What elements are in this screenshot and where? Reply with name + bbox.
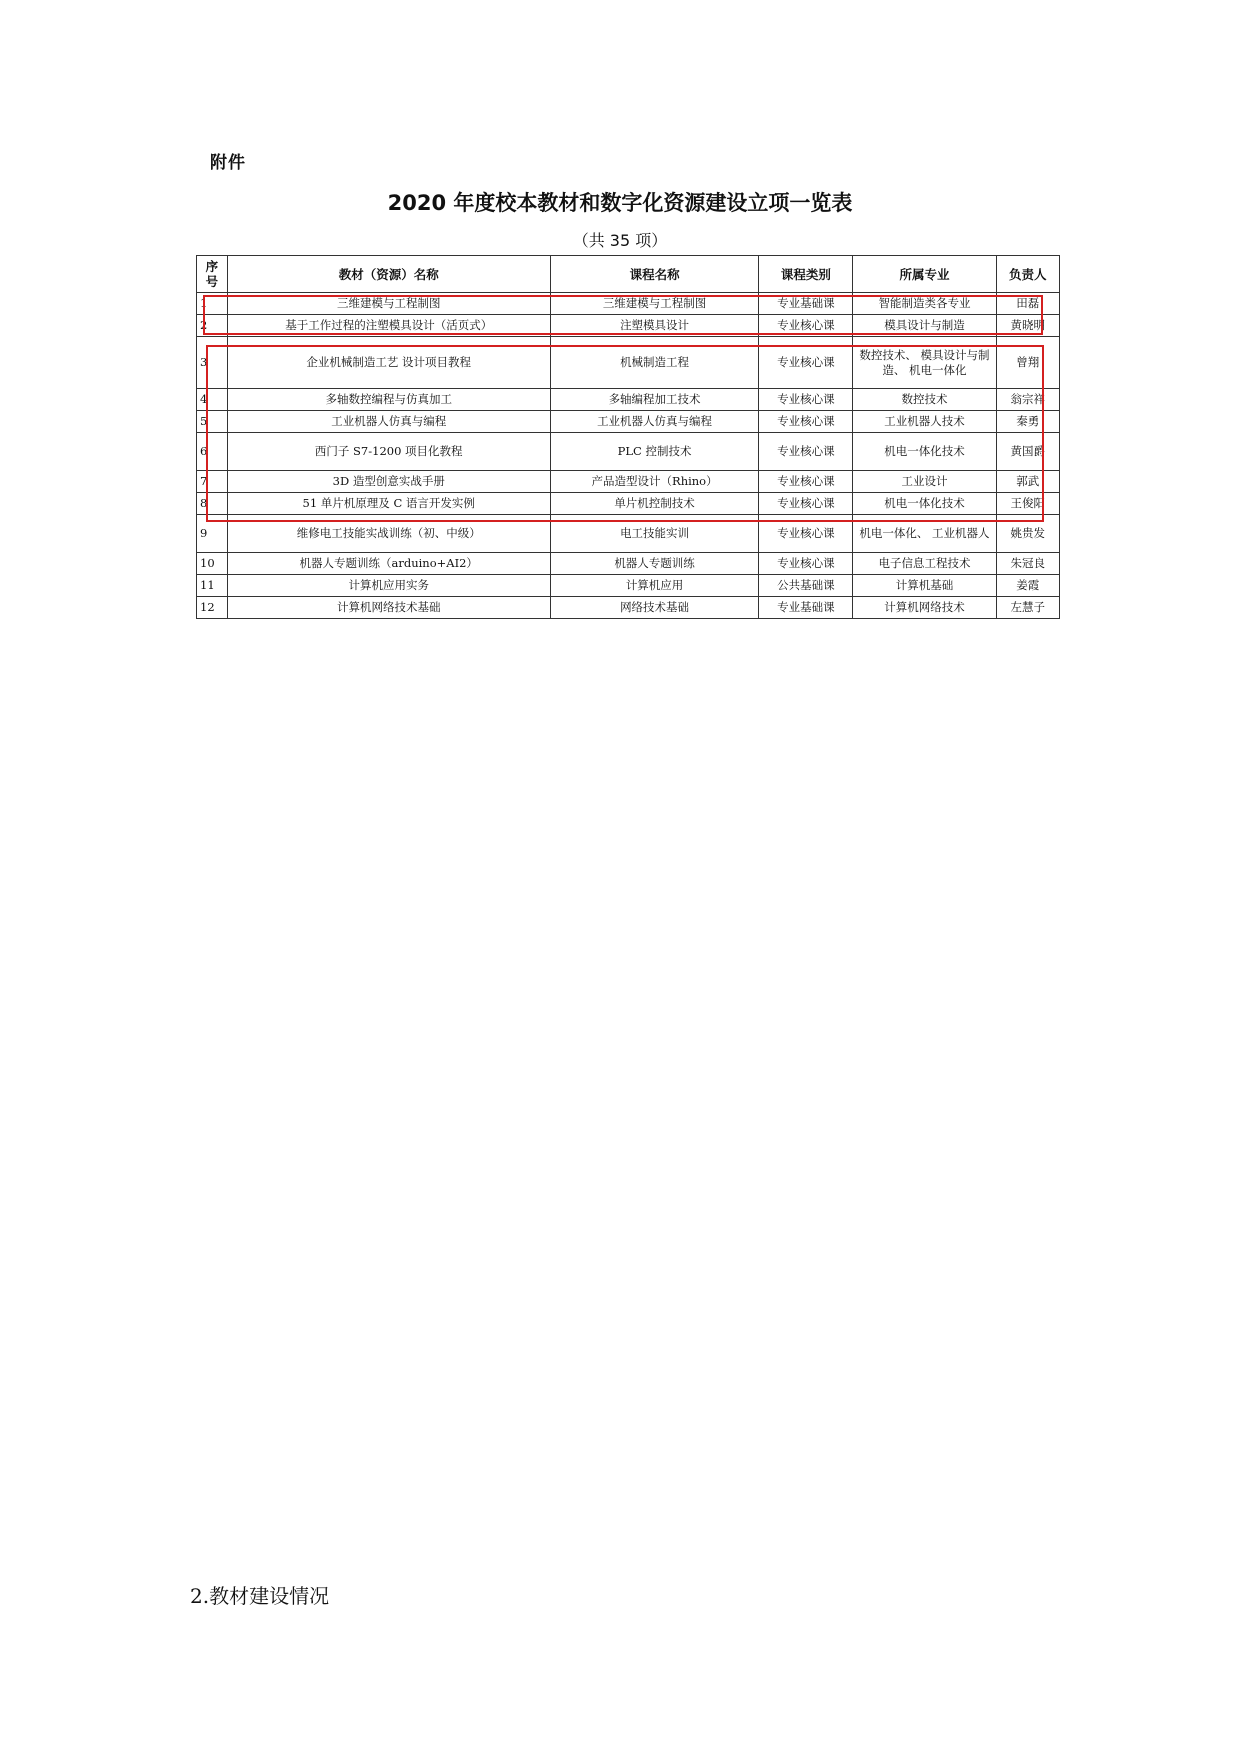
cell-leader: 左慧子	[996, 597, 1059, 619]
cell-major: 模具设计与制造	[853, 315, 996, 337]
cell-major: 工业设计	[853, 471, 996, 493]
cell-course: 三维建模与工程制图	[550, 293, 759, 315]
cell-no: 11	[197, 575, 228, 597]
cell-name: 三维建模与工程制图	[227, 293, 550, 315]
cell-major: 机电一体化技术	[853, 433, 996, 471]
cell-course: 产品造型设计（Rhino）	[550, 471, 759, 493]
attachment-label: 附件	[210, 153, 246, 173]
cell-category: 专业核心课	[759, 553, 853, 575]
header-leader: 负责人	[996, 256, 1059, 293]
cell-name: 51 单片机原理及 C 语言开发实例	[227, 493, 550, 515]
cell-category: 专业核心课	[759, 389, 853, 411]
cell-name: 多轴数控编程与仿真加工	[227, 389, 550, 411]
header-course: 课程名称	[550, 256, 759, 293]
header-no: 序号	[197, 256, 228, 293]
header-name: 教材（资源）名称	[227, 256, 550, 293]
cell-leader: 郭武	[996, 471, 1059, 493]
cell-name: 工业机器人仿真与编程	[227, 411, 550, 433]
cell-leader: 朱冠良	[996, 553, 1059, 575]
header-category: 课程类别	[759, 256, 853, 293]
cell-leader: 翁宗祥	[996, 389, 1059, 411]
cell-name: 维修电工技能实战训练（初、中级）	[227, 515, 550, 553]
cell-category: 专业核心课	[759, 515, 853, 553]
cell-course: 网络技术基础	[550, 597, 759, 619]
cell-category: 公共基础课	[759, 575, 853, 597]
cell-name: 基于工作过程的注塑模具设计（活页式）	[227, 315, 550, 337]
cell-name: 计算机应用实务	[227, 575, 550, 597]
cell-leader: 田磊	[996, 293, 1059, 315]
cell-course: 机器人专题训练	[550, 553, 759, 575]
cell-major: 机电一体化、 工业机器人	[853, 515, 996, 553]
cell-no: 9	[197, 515, 228, 553]
cell-name: 3D 造型创意实战手册	[227, 471, 550, 493]
cell-course: 电工技能实训	[550, 515, 759, 553]
cell-course: 多轴编程加工技术	[550, 389, 759, 411]
cell-major: 智能制造类各专业	[853, 293, 996, 315]
document-subtitle: （共 35 项）	[572, 231, 668, 250]
cell-category: 专业基础课	[759, 293, 853, 315]
cell-course: PLC 控制技术	[550, 433, 759, 471]
cell-course: 工业机器人仿真与编程	[550, 411, 759, 433]
cell-category: 专业核心课	[759, 471, 853, 493]
cell-no: 4	[197, 389, 228, 411]
cell-no: 10	[197, 553, 228, 575]
cell-major: 计算机网络技术	[853, 597, 996, 619]
cell-name: 企业机械制造工艺 设计项目教程	[227, 337, 550, 389]
header-major: 所属专业	[853, 256, 996, 293]
table-header-row	[197, 256, 1060, 293]
cell-major: 数控技术、 模具设计与制造、 机电一体化	[853, 337, 996, 389]
cell-leader: 姚贵发	[996, 515, 1059, 553]
cell-course: 计算机应用	[550, 575, 759, 597]
cell-category: 专业核心课	[759, 433, 853, 471]
cell-leader: 曾翔	[996, 337, 1059, 389]
cell-no: 5	[197, 411, 228, 433]
cell-category: 专业核心课	[759, 315, 853, 337]
table-row	[197, 597, 1060, 619]
cell-course: 机械制造工程	[550, 337, 759, 389]
cell-major: 数控技术	[853, 389, 996, 411]
cell-major: 电子信息工程技术	[853, 553, 996, 575]
cell-course: 注塑模具设计	[550, 315, 759, 337]
cell-leader: 黄国爵	[996, 433, 1059, 471]
table-row	[197, 575, 1060, 597]
cell-no: 8	[197, 493, 228, 515]
cell-category: 专业核心课	[759, 337, 853, 389]
cell-course: 单片机控制技术	[550, 493, 759, 515]
cell-no: 3	[197, 337, 228, 389]
cell-leader: 王俊阳	[996, 493, 1059, 515]
cell-no: 2	[197, 315, 228, 337]
cell-name: 西门子 S7-1200 项目化教程	[227, 433, 550, 471]
cell-category: 专业核心课	[759, 411, 853, 433]
highlight-box-rows-3-8	[206, 345, 1044, 522]
cell-name: 计算机网络技术基础	[227, 597, 550, 619]
cell-leader: 姜霞	[996, 575, 1059, 597]
cell-no: 1	[197, 293, 228, 315]
cell-leader: 秦勇	[996, 411, 1059, 433]
cell-major: 工业机器人技术	[853, 411, 996, 433]
cell-no: 12	[197, 597, 228, 619]
section-heading: 2.教材建设情况	[190, 1584, 330, 1608]
cell-major: 计算机基础	[853, 575, 996, 597]
cell-major: 机电一体化技术	[853, 493, 996, 515]
cell-name: 机器人专题训练（arduino+AI2）	[227, 553, 550, 575]
table-row	[197, 553, 1060, 575]
document-title: 2020 年度校本教材和数字化资源建设立项一览表	[387, 191, 853, 215]
cell-leader: 黄晓明	[996, 315, 1059, 337]
highlight-box-rows-1-2	[203, 295, 1043, 335]
cell-no: 7	[197, 471, 228, 493]
cell-category: 专业基础课	[759, 597, 853, 619]
cell-category: 专业核心课	[759, 493, 853, 515]
cell-no: 6	[197, 433, 228, 471]
